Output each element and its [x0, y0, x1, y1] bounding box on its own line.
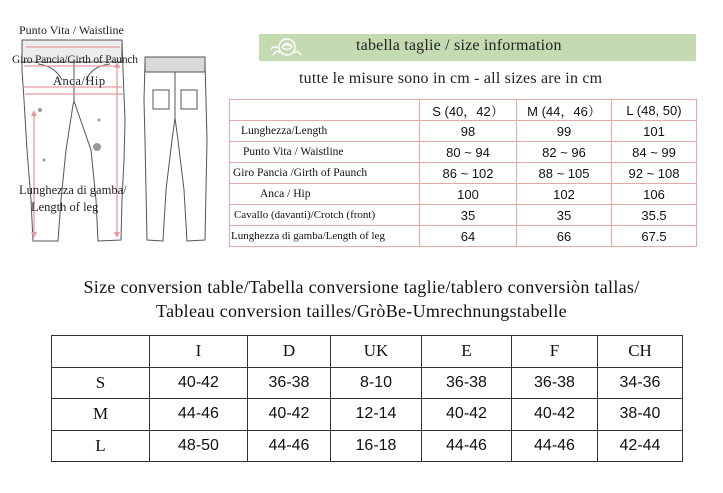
size-label: M: [52, 399, 150, 431]
measurement-header-row: [230, 100, 697, 121]
leg-length-label-line2: Length of leg: [31, 200, 99, 214]
cell-value: 35.5: [612, 205, 697, 226]
cell-value: 88 ~ 105: [517, 163, 612, 184]
measurement-table: [229, 99, 697, 247]
cell-value: 44-46: [150, 399, 248, 431]
row-label: Cavallo (davanti)/Crotch (front): [230, 205, 420, 226]
table-row: [230, 142, 697, 163]
rose-icon: [267, 35, 307, 60]
cell-value: 44-46: [422, 430, 512, 462]
pants-illustration: [0, 0, 230, 260]
cell-value: 101: [612, 121, 697, 142]
column-header-uk: UK: [331, 336, 422, 368]
column-header-s: S (40，42）: [420, 100, 517, 121]
cell-value: 80 ~ 94: [420, 142, 517, 163]
row-label: Punto Vita / Waistline: [230, 142, 420, 163]
cell-value: 34-36: [598, 367, 683, 399]
cell-value: 67.5: [612, 226, 697, 247]
back-pants-outline: [144, 57, 207, 241]
column-header-l: L (48, 50): [612, 100, 697, 121]
column-header-m: M (44，46）: [517, 100, 612, 121]
cell-value: 84 ~ 99: [612, 142, 697, 163]
column-header-ch: CH: [598, 336, 683, 368]
table-row: [230, 184, 697, 205]
cell-value: 44-46: [512, 430, 598, 462]
header-empty-cell: [52, 336, 150, 368]
size-label: L: [52, 430, 150, 462]
table-row: [230, 226, 697, 247]
cell-value: 40-42: [512, 399, 598, 431]
column-header-e: E: [422, 336, 512, 368]
leg-length-label: Lunghezza di gamba/: [19, 183, 127, 197]
cell-value: 40-42: [248, 399, 331, 431]
table-row: [230, 205, 697, 226]
table-row: [230, 121, 697, 142]
cell-value: 8-10: [331, 367, 422, 399]
cell-value: 48-50: [150, 430, 248, 462]
cell-value: 106: [612, 184, 697, 205]
table-row: [230, 163, 697, 184]
units-note: tutte le misure sono in cm - all sizes are in cm: [299, 70, 603, 87]
conversion-table: [51, 335, 683, 462]
conversion-title: [0, 275, 723, 323]
cell-value: 35: [517, 205, 612, 226]
pants-drawing: [0, 0, 230, 260]
cell-value: 64: [420, 226, 517, 247]
table-row: [52, 367, 683, 399]
column-header-d: D: [248, 336, 331, 368]
waist-label: Punto Vita / Waistline: [19, 23, 124, 37]
column-header-f: F: [512, 336, 598, 368]
cell-value: 102: [517, 184, 612, 205]
hip-label: Anca/Hip: [53, 74, 106, 88]
cell-value: 12-14: [331, 399, 422, 431]
cell-value: 86 ~ 102: [420, 163, 517, 184]
cell-value: 66: [517, 226, 612, 247]
girth-label: Giro Pancia/Girth of Paunch: [12, 54, 138, 66]
cell-value: 82 ~ 96: [517, 142, 612, 163]
row-label: Lunghezza/Length: [230, 121, 420, 142]
cell-value: 40-42: [150, 367, 248, 399]
conversion-title-line1: Size conversion table/Tabella conversione taglie/tablero conversiòn tallas/: [83, 277, 640, 297]
row-label: Anca / Hip: [230, 184, 420, 205]
cell-value: 38-40: [598, 399, 683, 431]
cell-value: 36-38: [512, 367, 598, 399]
size-label: S: [52, 367, 150, 399]
cell-value: 16-18: [331, 430, 422, 462]
title-bar: [259, 34, 696, 61]
cell-value: 44-46: [248, 430, 331, 462]
cell-value: 100: [420, 184, 517, 205]
header-empty-cell: [230, 100, 420, 121]
table-row: [52, 430, 683, 462]
cell-value: 35: [420, 205, 517, 226]
cell-value: 40-42: [422, 399, 512, 431]
cell-value: 92 ~ 108: [612, 163, 697, 184]
column-header-i: I: [150, 336, 248, 368]
cell-value: 36-38: [422, 367, 512, 399]
cell-value: 42-44: [598, 430, 683, 462]
cell-value: 36-38: [248, 367, 331, 399]
table-row: [52, 399, 683, 431]
size-info-title: tabella taglie / size information: [356, 37, 562, 54]
conversion-header-row: [52, 336, 683, 368]
cell-value: 99: [517, 121, 612, 142]
row-label: Giro Pancia /Girth of Paunch: [230, 163, 420, 184]
cell-value: 98: [420, 121, 517, 142]
row-label: Lunghezza di gamba/Length of leg: [230, 226, 420, 247]
conversion-title-line2: Tableau conversion tailles/GròBe-Umrechnungstabelle: [156, 301, 567, 321]
